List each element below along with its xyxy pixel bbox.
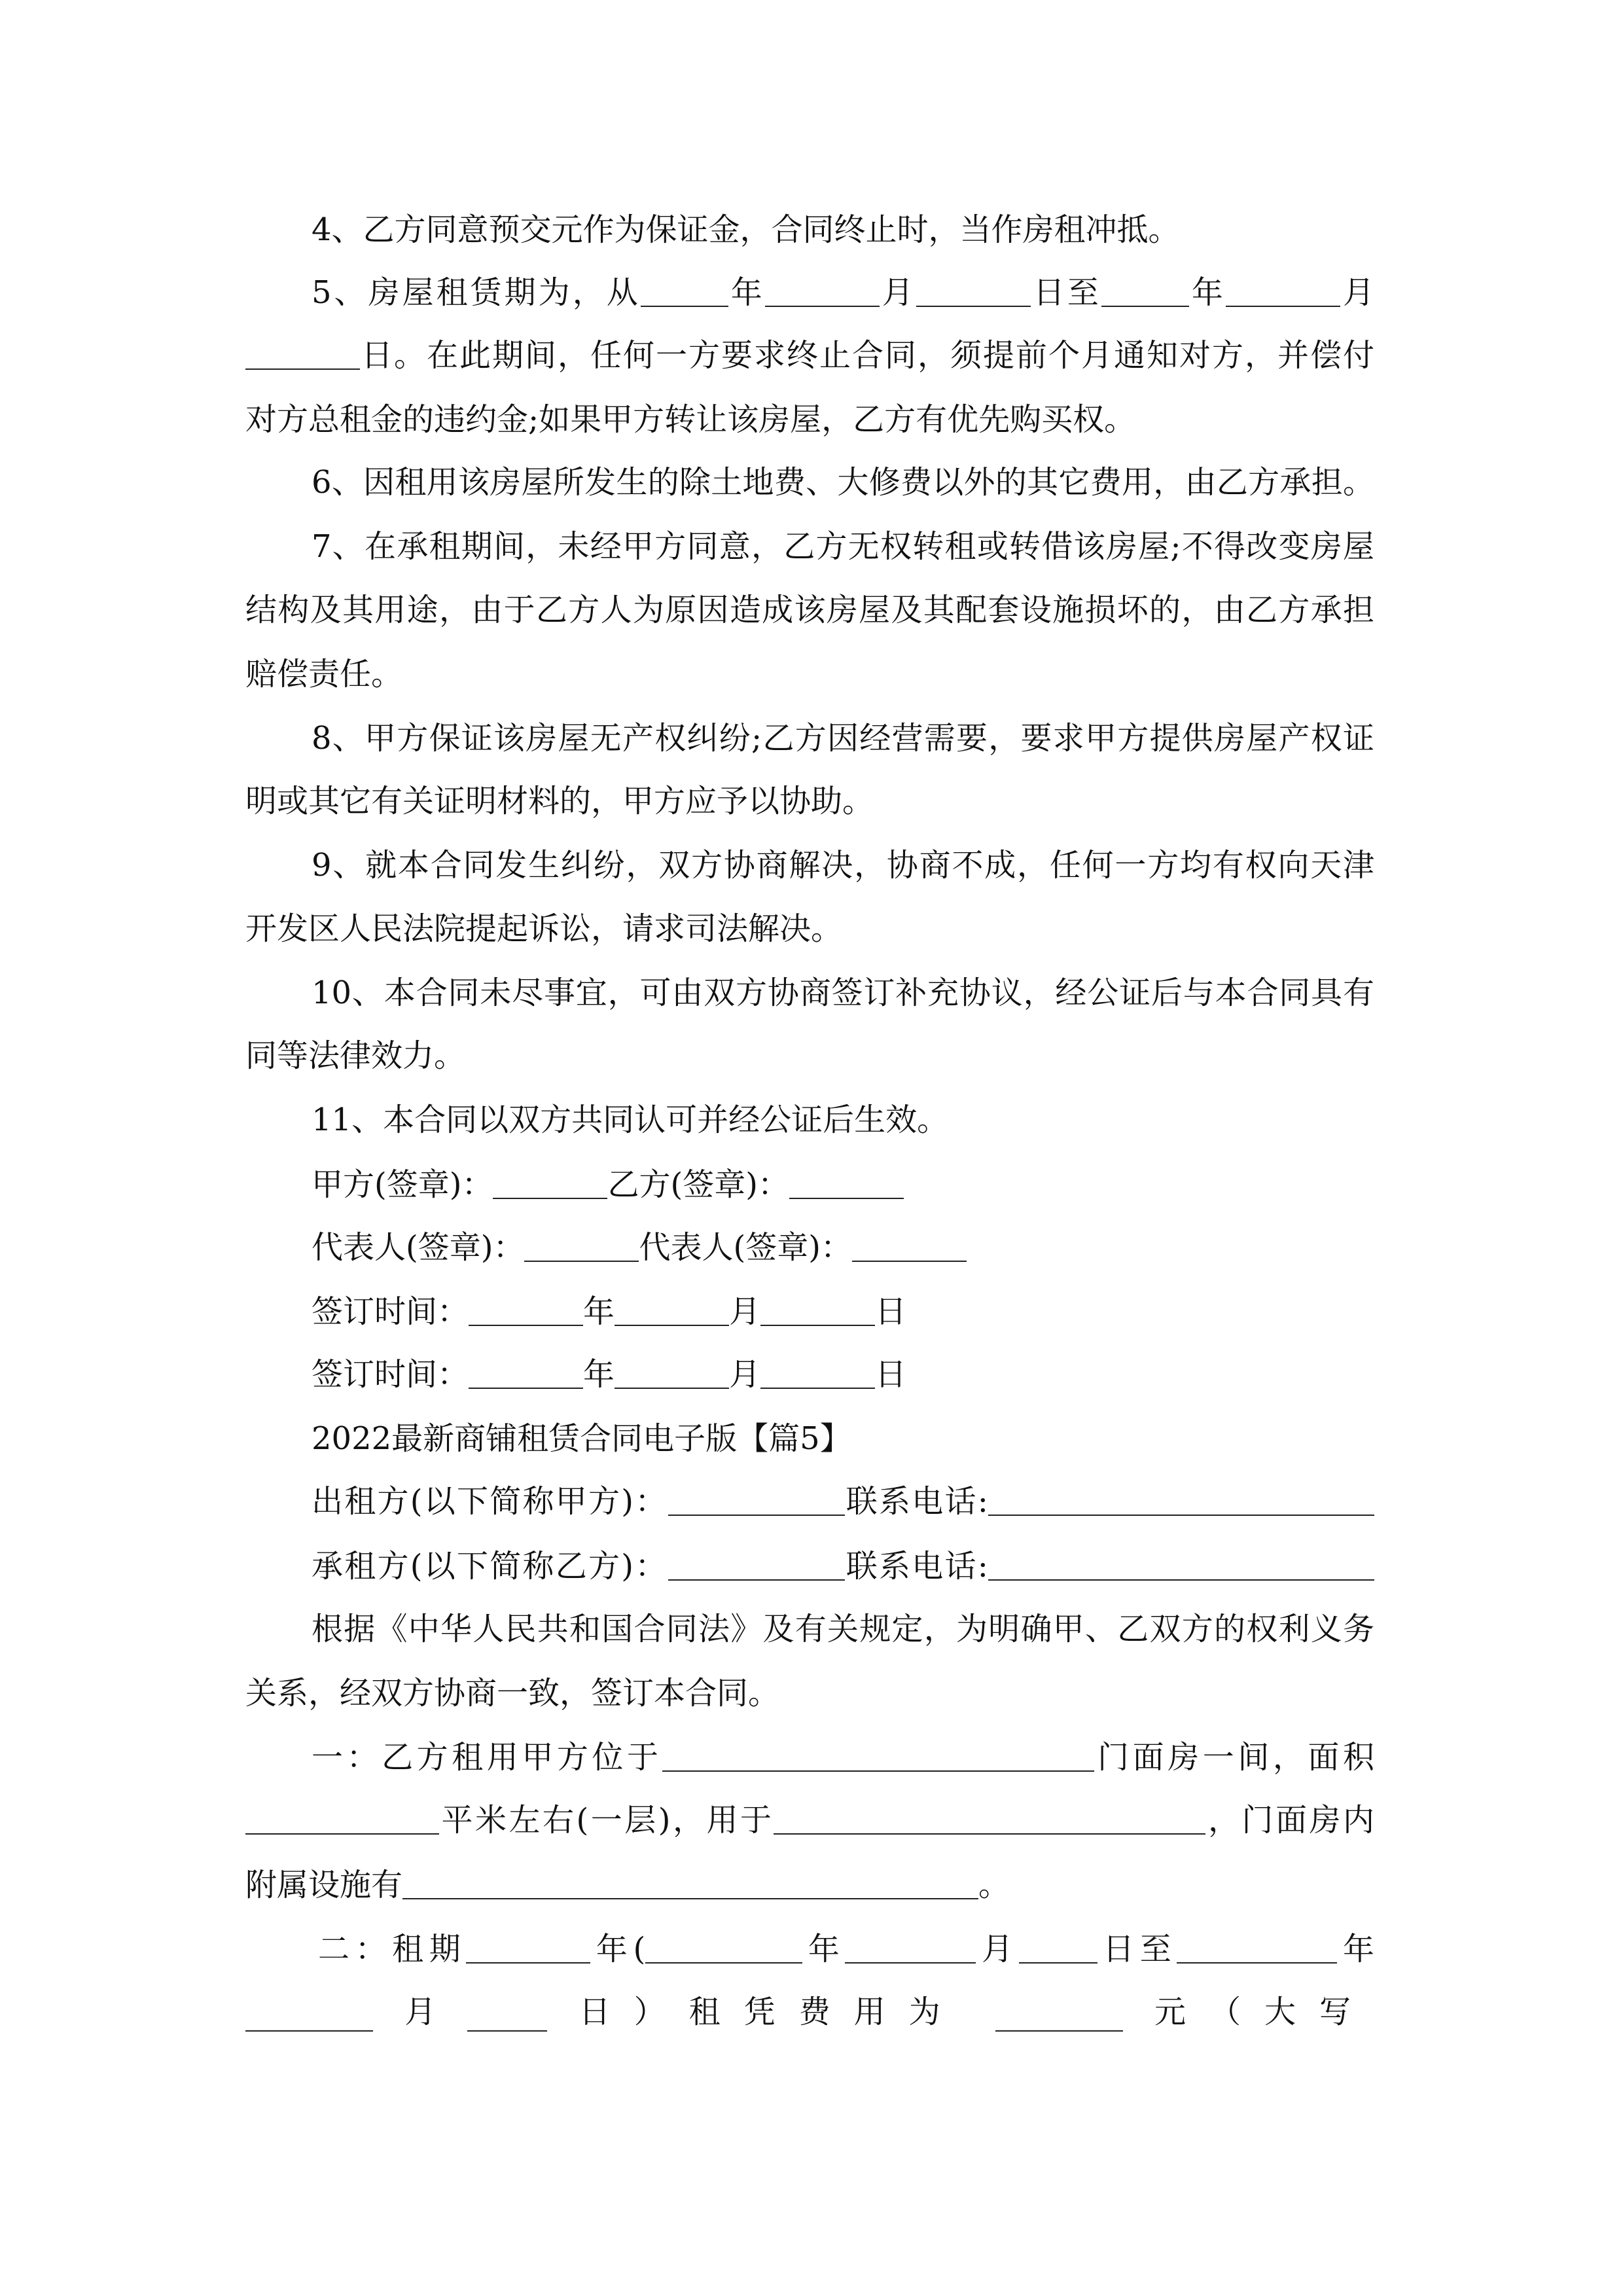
lessee-phone-field[interactable] (988, 1548, 1374, 1581)
blank-field[interactable] (845, 1931, 976, 1964)
text: 。 (978, 1867, 1010, 1903)
blank-field[interactable] (615, 1293, 729, 1326)
clause-5-line-2 (245, 336, 1374, 375)
blank-field[interactable] (645, 1931, 802, 1964)
blank-field[interactable] (765, 274, 880, 307)
clause-7-line-3: 赔偿责任。 (245, 656, 403, 692)
party-a-signature-field[interactable] (493, 1166, 607, 1199)
blank-field[interactable] (641, 274, 728, 307)
location-field[interactable] (662, 1739, 1094, 1772)
signature-parties (312, 1165, 904, 1204)
usage-field[interactable] (774, 1802, 1205, 1835)
blank-field[interactable] (1226, 274, 1340, 307)
rent-amount-field[interactable] (995, 1999, 1123, 2032)
blank-field[interactable] (1019, 1931, 1097, 1964)
text: 甲方(签章)： (312, 1166, 493, 1203)
clause-10-line-2: 同等法律效力。 (245, 1037, 466, 1074)
text: 年( (590, 1931, 646, 1967)
text: 联系电话: (844, 1483, 988, 1520)
lessee-field[interactable] (668, 1548, 845, 1581)
text: 附属设施有 (245, 1867, 403, 1903)
text: 承租方(以下简称乙方)： (312, 1548, 668, 1585)
blank-field[interactable] (760, 1293, 875, 1326)
text: 联系电话: (844, 1548, 988, 1585)
facilities-field[interactable] (402, 1867, 978, 1899)
text: 日）租凭费用为 (579, 1994, 964, 2030)
text: 月 (879, 274, 916, 311)
blank-field[interactable] (466, 1931, 590, 1964)
sign-time-2 (312, 1355, 906, 1394)
text: 年 (1337, 1931, 1374, 1967)
blank-field[interactable] (615, 1356, 729, 1389)
lessor-field[interactable] (668, 1483, 845, 1516)
lessor-phone-field[interactable] (988, 1483, 1374, 1516)
clause-7-line-1: 7、在承租期间，未经甲方同意，乙方无权转租或转借该房屋;不得改变房屋 (312, 528, 1374, 565)
clause-9-line-1: 9、就本合同发生纠纷，双方协商解决，协商不成，任何一方均有权向天津 (312, 847, 1374, 884)
clause-10-line-1: 10、本合同未尽事宜，可由双方协商签订补充协议，经公证后与本合同具有 (312, 975, 1374, 1011)
text: 月 (404, 1994, 437, 2030)
party-b-signature-field[interactable] (789, 1166, 904, 1199)
text: 签订时间： (312, 1356, 469, 1393)
clause-5-line-1 (312, 273, 1374, 312)
clause-6: 6、因租用该房屋所发生的除土地费、大修费以外的其它费用，由乙方承担。 (312, 464, 1374, 501)
clause-8-line-2: 明或其它有关证明材料的，甲方应予以协助。 (245, 783, 874, 819)
text: 元（大写 (1154, 1994, 1374, 2030)
intro-line-1: 根据《中华人民共和国合同法》及有关规定，为明确甲、乙双方的权利义务 (312, 1611, 1374, 1647)
text: 日。在此期间，任何一方要求终止合同，须提前个月通知对方，并偿付 (360, 337, 1374, 374)
blank-field[interactable] (916, 274, 1031, 307)
text: 一：乙方租用甲方位于 (312, 1739, 662, 1776)
text: 月 (729, 1293, 761, 1330)
text: 年 (802, 1931, 846, 1967)
text: 年 (1188, 274, 1226, 311)
text: 日 (875, 1293, 907, 1330)
text: 签订时间： (312, 1293, 469, 1330)
text: 年 (583, 1293, 615, 1330)
clause-one-line-3 (245, 1865, 1010, 1905)
blank-field[interactable] (760, 1356, 875, 1389)
clause-9-line-2: 开发区人民法院提起诉讼，请求司法解决。 (245, 910, 843, 947)
signature-representatives (312, 1228, 967, 1267)
clause-two-line-1 (318, 1929, 1374, 1969)
clause-11: 11、本合同以双方共同认可并经公证后生效。 (312, 1102, 949, 1138)
section-title: 2022最新商铺租赁合同电子版【篇5】 (312, 1420, 851, 1457)
text: ，门面房内 (1205, 1802, 1374, 1839)
text: 乙方(签章)： (607, 1166, 789, 1203)
text: 日 (875, 1356, 907, 1393)
blank-field[interactable] (245, 1999, 373, 2032)
sign-time-1 (312, 1292, 906, 1331)
text: 门面房一间，面积 (1094, 1739, 1374, 1776)
clause-7-line-2: 结构及其用途，由于乙方人为原因造成该房屋及其配套设施损坏的，由乙方承担 (245, 592, 1374, 628)
clause-5-line-3: 对方总租金的违约金;如果甲方转让该房屋，乙方有优先购买权。 (245, 401, 1136, 438)
intro-line-2: 关系，经双方协商一致，签订本合同。 (245, 1675, 780, 1712)
area-field[interactable] (245, 1802, 439, 1835)
clause-4: 4、乙方同意预交元作为保证金，合同终止时，当作房租冲抵。 (312, 211, 1180, 248)
text: 代表人(签章)： (639, 1229, 852, 1266)
text: 年 (583, 1356, 615, 1393)
clause-two-line-2 (245, 1992, 1374, 2032)
blank-field[interactable] (1177, 1931, 1337, 1964)
text: 5、房屋租赁期为，从 (312, 274, 641, 311)
text: 二：租期 (318, 1931, 467, 1967)
text: 月 (729, 1356, 761, 1393)
clause-one-line-2 (245, 1801, 1374, 1840)
blank-field[interactable] (469, 1356, 583, 1389)
lessor-line (312, 1482, 1374, 1521)
text: 年 (728, 274, 765, 311)
text: 日至 (1097, 1931, 1177, 1967)
blank-field[interactable] (245, 337, 360, 370)
text: 月 (976, 1931, 1019, 1967)
blank-field[interactable] (467, 1999, 547, 2032)
clause-one-line-1 (312, 1738, 1374, 1777)
text: 月 (1340, 274, 1374, 311)
lessee-line (312, 1547, 1374, 1586)
blank-field[interactable] (469, 1293, 583, 1326)
clause-8-line-1: 8、甲方保证该房屋无产权纠纷;乙方因经营需要，要求甲方提供房屋产权证 (312, 720, 1374, 757)
blank-field[interactable] (1101, 274, 1189, 307)
text: 代表人(签章)： (312, 1229, 525, 1266)
rep-a-signature-field[interactable] (524, 1229, 639, 1262)
text: 日至 (1030, 274, 1101, 311)
text: 平米左右(一层)，用于 (439, 1802, 774, 1839)
text: 出租方(以下简称甲方)： (312, 1483, 668, 1520)
rep-b-signature-field[interactable] (852, 1229, 967, 1262)
